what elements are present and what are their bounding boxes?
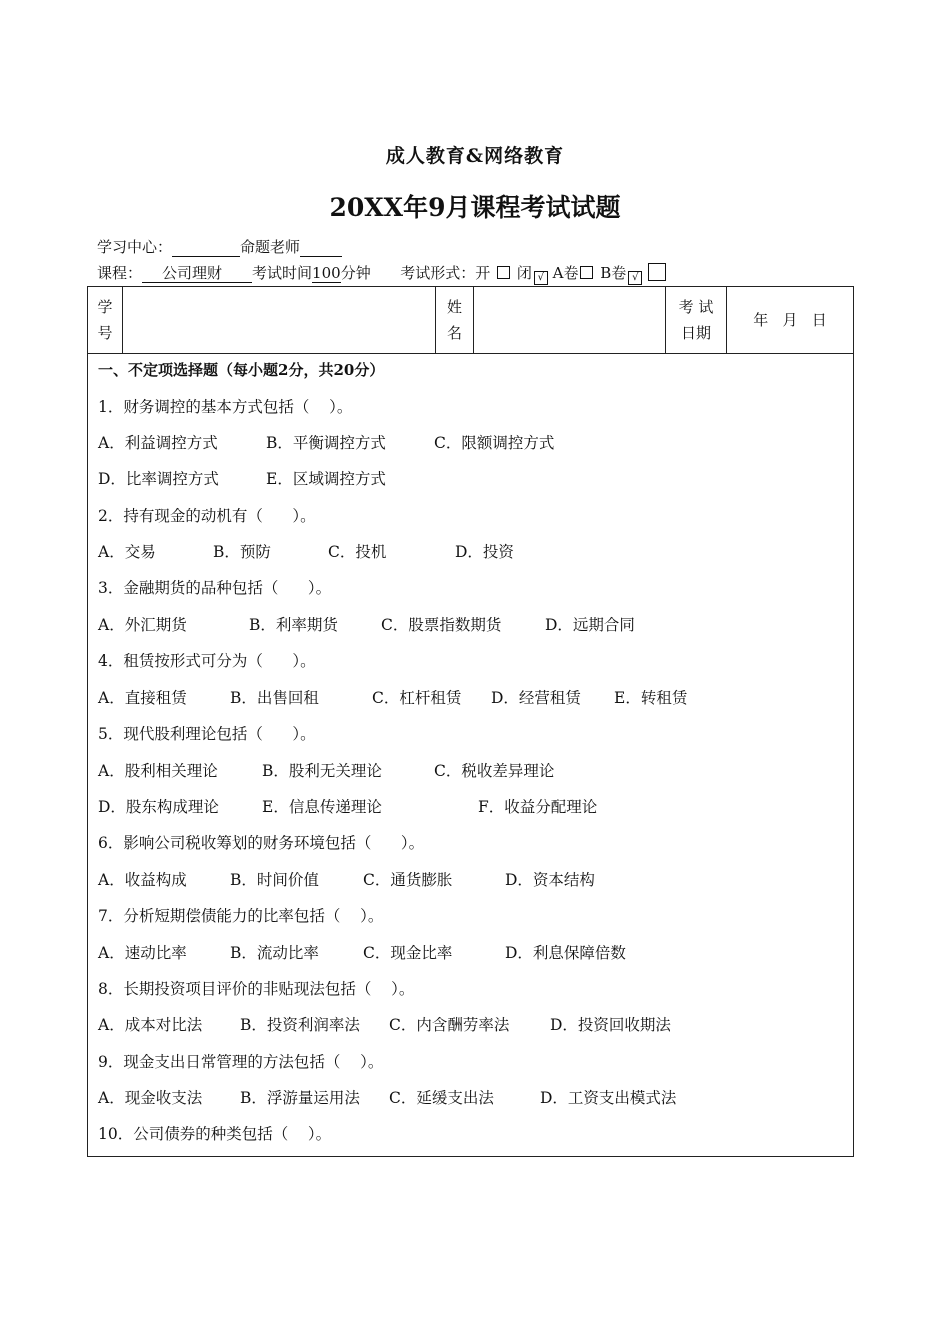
q4-option-e[interactable]: E．转租赁 — [614, 689, 688, 707]
question-8: 8．长期投资项目评价的非贴现法包括（ ）。 — [98, 980, 415, 998]
teacher-label: 命题老师 — [240, 238, 301, 256]
exam-title: 20XX年9月课程考试试题 — [329, 193, 621, 222]
question-5: 5．现代股利理论包括（ ）。 — [98, 725, 316, 743]
meta-line-center — [97, 236, 342, 257]
q4-option-c[interactable]: C．杠杆租赁 — [372, 689, 462, 707]
q8-option-b[interactable]: B．投资利润率法 — [240, 1016, 360, 1034]
q8-option-c[interactable]: C．内含酬劳率法 — [389, 1016, 510, 1034]
q9-option-b[interactable]: B．浮游量运用法 — [240, 1089, 360, 1107]
q9-option-d[interactable]: D．工资支出模式法 — [540, 1089, 677, 1107]
time-value: 100 — [312, 264, 341, 282]
q2-option-d[interactable]: D．投资 — [455, 543, 514, 561]
q4-option-d[interactable]: D．经营租赁 — [491, 689, 581, 707]
q9-option-a[interactable]: A．现金收支法 — [98, 1089, 203, 1107]
open-book-checkbox[interactable] — [497, 266, 510, 279]
closed-label: 闭 — [516, 264, 532, 282]
q7-option-a[interactable]: A．速动比率 — [98, 944, 187, 962]
q4-option-b[interactable]: B．出售回租 — [230, 689, 319, 707]
q2-option-c[interactable]: C．投机 — [328, 543, 387, 561]
q8-option-d[interactable]: D．投资回收期法 — [550, 1016, 671, 1034]
q5-option-f[interactable]: F．收益分配理论 — [478, 798, 598, 816]
paper-b-checkbox[interactable]: √ — [628, 271, 642, 285]
q3-option-a[interactable]: A．外汇期货 — [98, 616, 187, 634]
q6-option-d[interactable]: D．资本结构 — [505, 871, 595, 889]
q1-option-e[interactable]: E．区域调控方式 — [266, 470, 386, 488]
q2-option-b[interactable]: B．预防 — [213, 543, 271, 561]
q5-option-e[interactable]: E．信息传递理论 — [262, 798, 382, 816]
q3-option-b[interactable]: B．利率期货 — [249, 616, 338, 634]
q4-option-a[interactable]: A．直接租赁 — [98, 689, 187, 707]
section-title: 一、不定项选择题（每小题2分，共20分） — [98, 361, 385, 379]
question-6: 6．影响公司税收筹划的财务环境包括（ ）。 — [98, 834, 425, 852]
q1-option-a[interactable]: A．利益调控方式 — [98, 434, 218, 452]
q5-option-b[interactable]: B．股利无关理论 — [262, 762, 382, 780]
form-label: 考试形式：开 — [400, 264, 491, 282]
question-2: 2．持有现金的动机有（ ）。 — [98, 507, 316, 525]
institution-subtitle: 成人教育&网络教育 — [385, 145, 565, 167]
q3-option-c[interactable]: C．股票指数期货 — [381, 616, 502, 634]
question-10: 10．公司债券的种类包括（ ）。 — [98, 1125, 332, 1143]
q1-option-b[interactable]: B．平衡调控方式 — [266, 434, 386, 452]
center-blank[interactable] — [172, 239, 240, 257]
q6-option-a[interactable]: A．收益构成 — [98, 871, 187, 889]
q8-option-a[interactable]: A．成本对比法 — [98, 1016, 203, 1034]
q5-option-c[interactable]: C．税收差异理论 — [434, 762, 555, 780]
paper-a-label: A卷 — [552, 264, 579, 282]
name-field[interactable] — [474, 287, 666, 353]
q2-option-a[interactable]: A．交易 — [98, 543, 156, 561]
q7-option-b[interactable]: B．流动比率 — [230, 944, 319, 962]
exam-date-field[interactable]: 年 月 日 — [753, 311, 827, 329]
closed-book-checkbox[interactable]: √ — [534, 271, 548, 285]
question-1: 1．财务调控的基本方式包括（ ）。 — [98, 398, 353, 416]
q6-option-b[interactable]: B．时间价值 — [230, 871, 319, 889]
exam-date-label: 考 试 日期 — [666, 287, 727, 353]
course-label: 课程： — [97, 264, 143, 282]
q7-option-d[interactable]: D．利息保障倍数 — [505, 944, 626, 962]
meta-line-course — [97, 262, 666, 285]
q5-option-d[interactable]: D．股东构成理论 — [98, 798, 219, 816]
time-unit: 分钟 — [340, 264, 371, 282]
teacher-blank[interactable] — [300, 239, 342, 257]
name-label: 姓 名 — [436, 287, 474, 353]
q9-option-c[interactable]: C．延缓支出法 — [389, 1089, 494, 1107]
q1-option-c[interactable]: C．限额调控方式 — [434, 434, 555, 452]
q7-option-c[interactable]: C．现金比率 — [363, 944, 453, 962]
q1-option-d[interactable]: D．比率调控方式 — [98, 470, 219, 488]
question-9: 9．现金支出日常管理的方法包括（ ）。 — [98, 1053, 384, 1071]
q3-option-d[interactable]: D．远期合同 — [545, 616, 635, 634]
student-id-label: 学 号 — [88, 287, 123, 353]
question-7: 7．分析短期偿债能力的比率包括（ ）。 — [98, 907, 384, 925]
student-info-table — [87, 286, 854, 354]
score-box — [648, 263, 666, 281]
course-value: 公司理财 — [142, 265, 252, 283]
q5-option-a[interactable]: A．股利相关理论 — [98, 762, 218, 780]
paper-a-checkbox[interactable] — [580, 266, 593, 279]
center-label: 学习中心： — [97, 238, 173, 256]
q6-option-c[interactable]: C．通货膨胀 — [363, 871, 453, 889]
paper-b-label: B卷 — [600, 264, 627, 282]
student-id-field[interactable] — [123, 287, 436, 353]
time-label: 考试时间 — [252, 264, 313, 282]
question-4: 4．租赁按形式可分为（ ）。 — [98, 652, 316, 670]
question-3: 3．金融期货的品种包括（ ）。 — [98, 579, 332, 597]
